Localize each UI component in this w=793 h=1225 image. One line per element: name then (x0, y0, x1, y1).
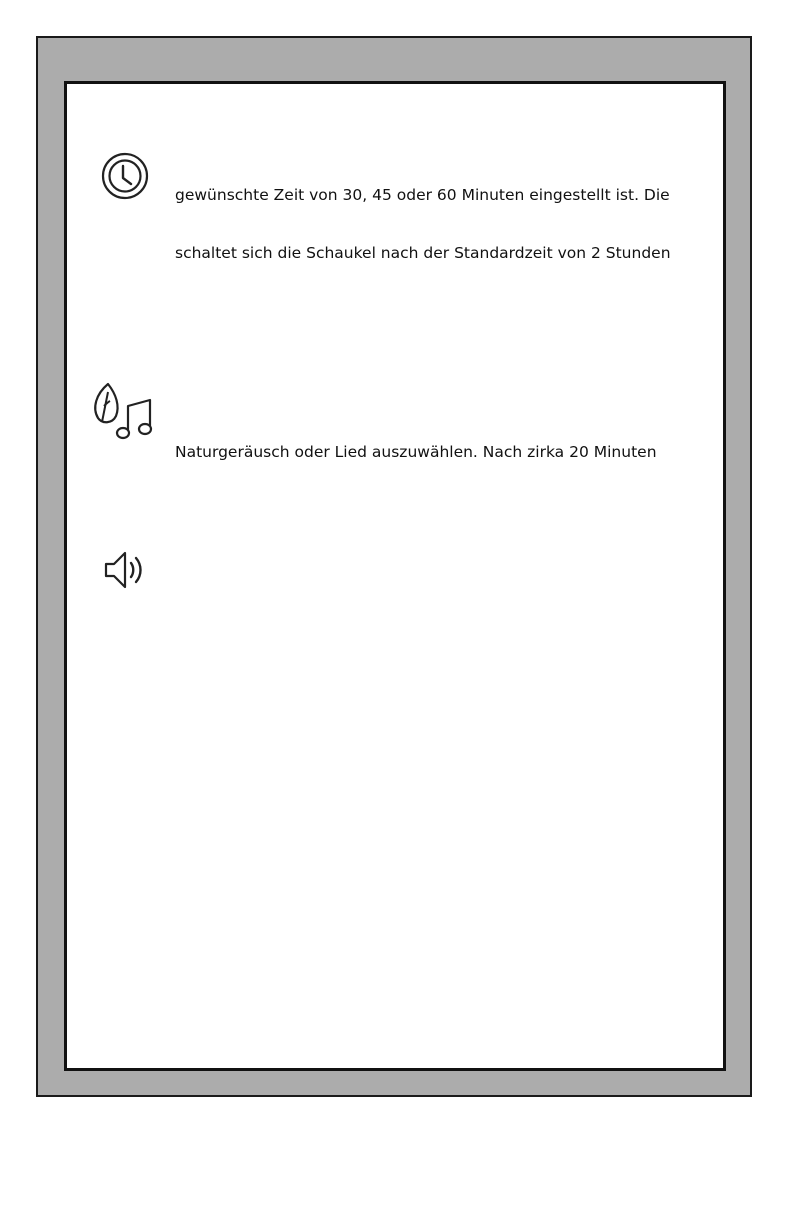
sounds-text-line-1: Naturgeräusch oder Lied auszuwählen. Nach zirka 20 Minuten (175, 443, 657, 461)
leaf-music-note-icon (90, 380, 156, 446)
page-content-area (64, 81, 726, 1071)
speaker-volume-icon (103, 547, 149, 593)
timer-text-line-1: gewünschte Zeit von 30, 45 oder 60 Minuten eingestellt ist. Die (175, 186, 670, 204)
timer-text-line-2: schaltet sich die Schaukel nach der Standardzeit von 2 Stunden (175, 244, 671, 262)
clock-icon (100, 151, 150, 201)
